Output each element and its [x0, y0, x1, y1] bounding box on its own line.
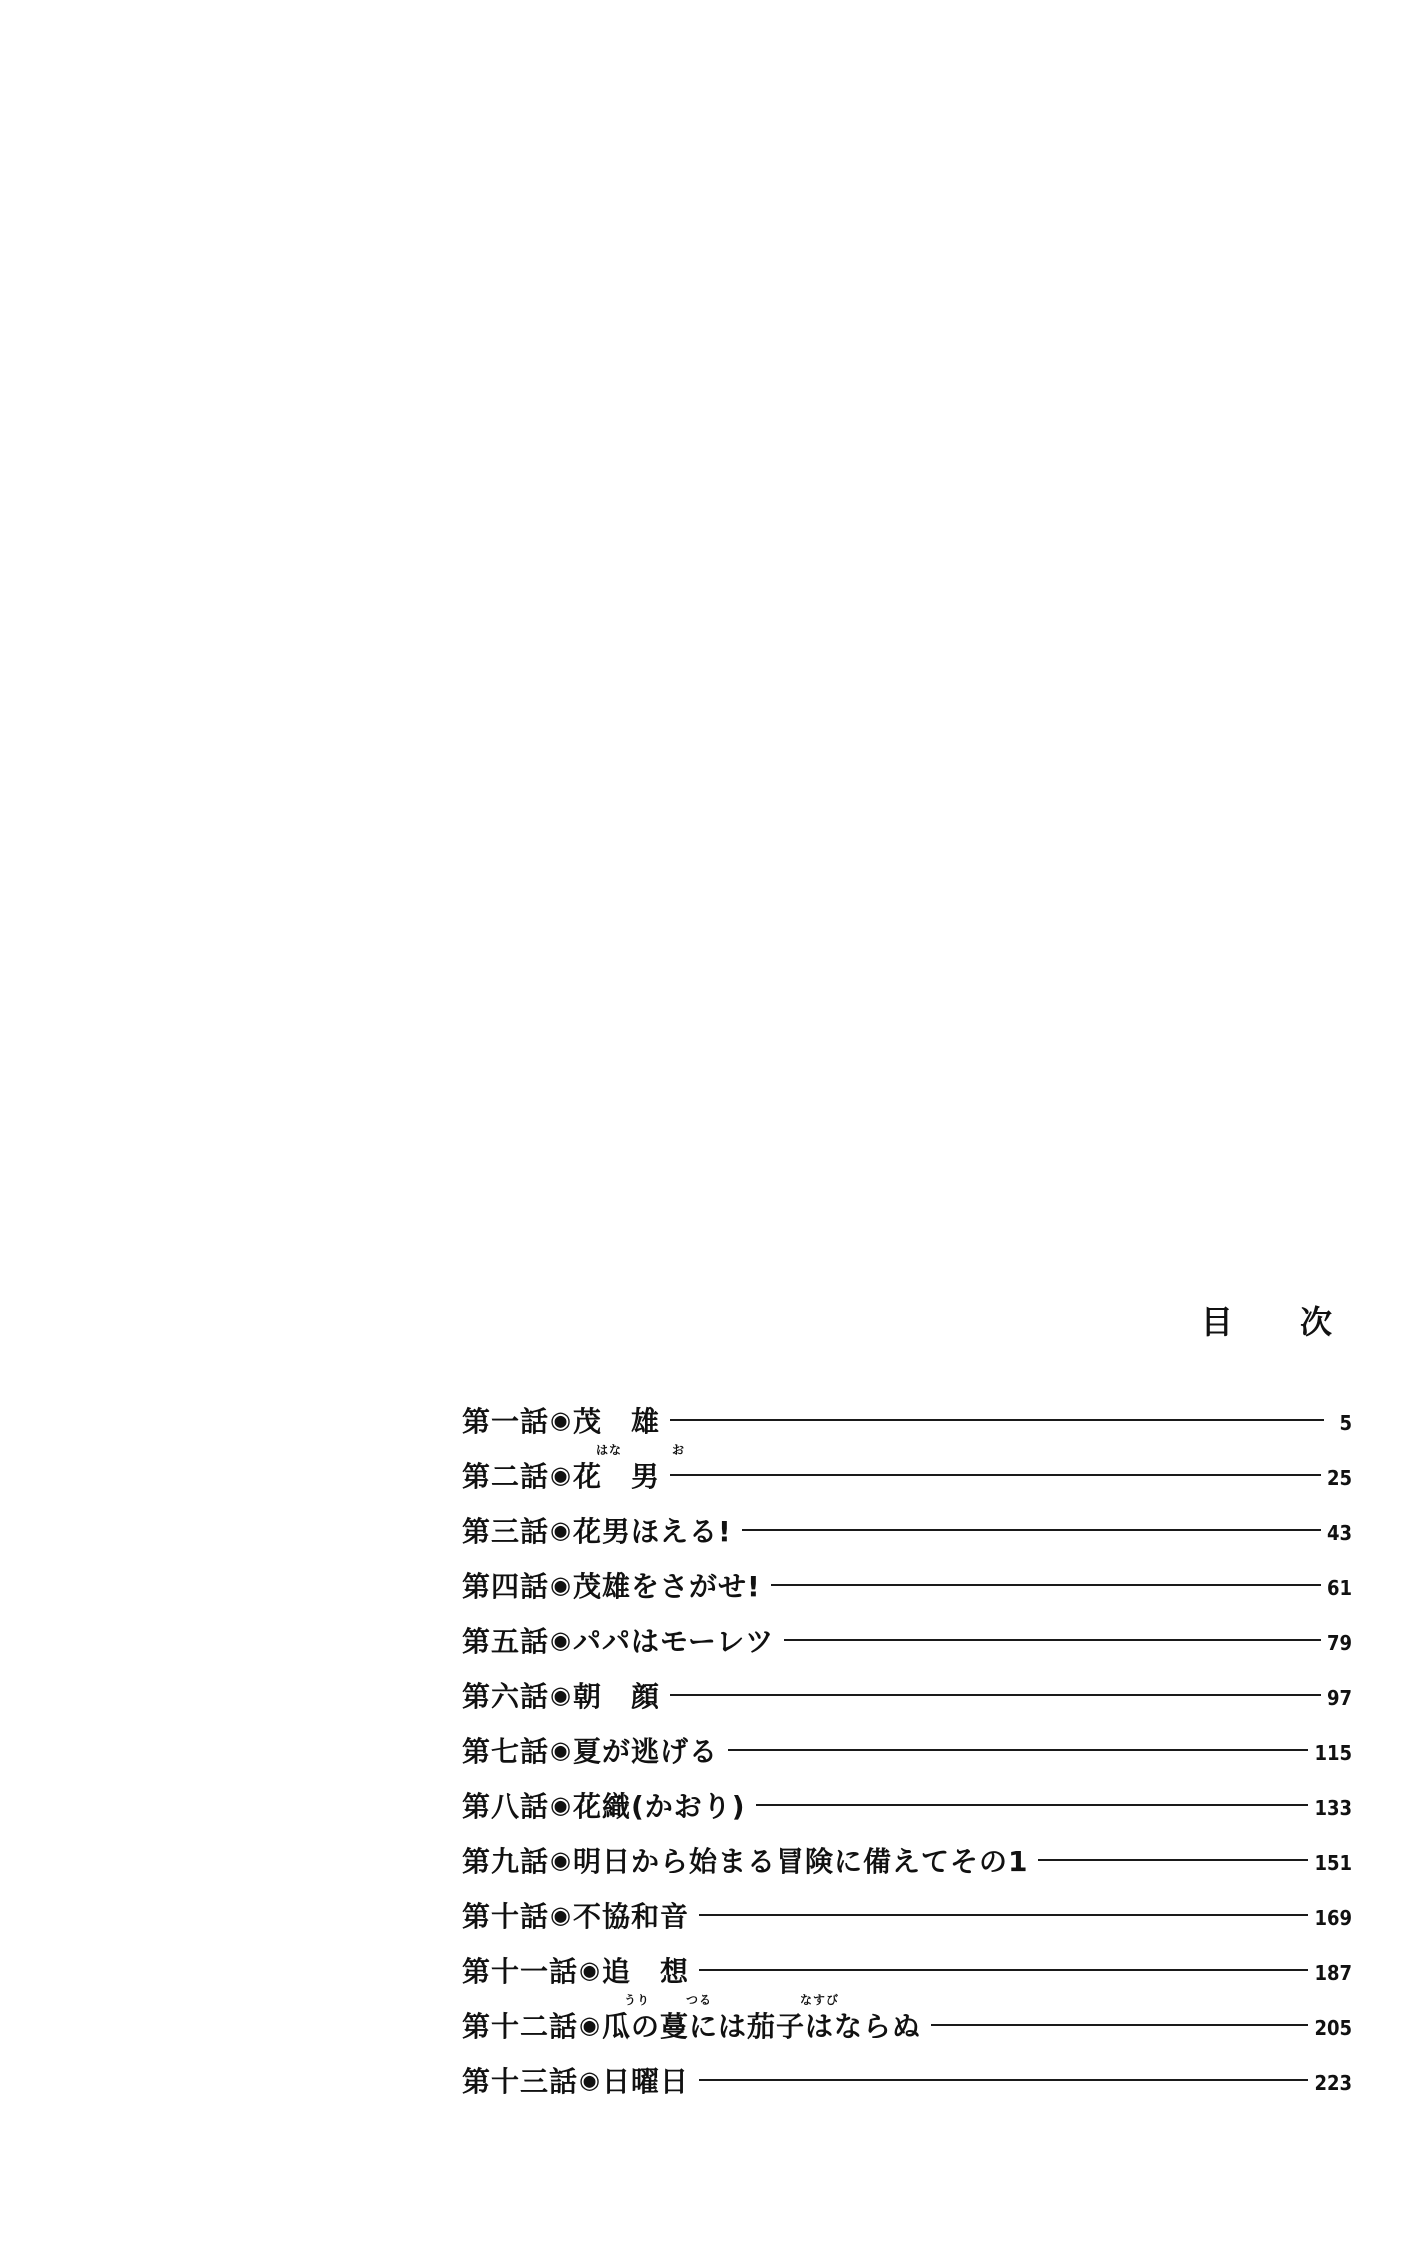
page-number: 61: [1326, 1575, 1352, 1600]
page-number: 97: [1326, 1685, 1352, 1710]
leader-line: [699, 1969, 1308, 1971]
toc-entry-13[interactable]: [462, 2052, 1352, 2107]
leader-line: [699, 1914, 1308, 1916]
leader-line: [699, 2079, 1308, 2081]
chapter-number: 第十二話: [462, 2009, 579, 2043]
chapter-number: 第九話: [462, 1844, 550, 1878]
ruby-text: なすび: [800, 1993, 840, 2007]
toc-entry-3[interactable]: [462, 1502, 1352, 1557]
ruby-text: お: [672, 1443, 686, 1457]
leader-line: [670, 1694, 1321, 1696]
leader-line: [771, 1584, 1321, 1586]
chapter-title: 明日から始まる冒険に備えてその1: [572, 1844, 1029, 1878]
ruby-text: うり: [624, 1993, 651, 2007]
chapter-title: 花 男: [572, 1459, 660, 1493]
leader-line: [742, 1529, 1321, 1531]
ruby-text: はな: [596, 1443, 623, 1457]
page-number: 187: [1314, 1960, 1352, 1985]
leader-line: [931, 2024, 1308, 2026]
chapter-title: 追 想: [601, 1954, 689, 1988]
chapter-number: 第一話: [462, 1404, 550, 1438]
page-number: 5: [1339, 1410, 1352, 1435]
leader-line: [670, 1474, 1321, 1476]
toc-entry-12[interactable]: [462, 1993, 1352, 2052]
chapter-number: 第十一話: [462, 1954, 579, 1988]
toc-entry-6[interactable]: [462, 1667, 1352, 1722]
toc-entry-11[interactable]: [462, 1942, 1352, 1997]
chapter-number: 第六話: [462, 1679, 550, 1713]
bullet-icon: ◉: [579, 2010, 600, 2039]
leader-line: [784, 1639, 1321, 1641]
ruby-text: つる: [686, 1993, 713, 2007]
page-number: 151: [1314, 1850, 1352, 1875]
chapter-number: 第十話: [462, 1899, 550, 1933]
page-number: 115: [1314, 1740, 1352, 1765]
chapter-number: 第十三話: [462, 2064, 579, 2098]
chapter-number: 第七話: [462, 1734, 550, 1768]
chapter-number: 第三話: [462, 1514, 550, 1548]
bullet-icon: ◉: [550, 1790, 571, 1819]
toc-entry-9[interactable]: [462, 1832, 1352, 1887]
leader-line: [756, 1804, 1309, 1806]
bullet-icon: ◉: [550, 1845, 571, 1874]
toc-entry-10[interactable]: [462, 1887, 1352, 1942]
leader-line: [670, 1419, 1324, 1421]
bullet-icon: ◉: [579, 2065, 600, 2094]
chapter-number: 第五話: [462, 1624, 550, 1658]
toc-entry-2[interactable]: [462, 1443, 1352, 1502]
page-number: 79: [1326, 1630, 1352, 1655]
chapter-title: 茂雄をさがせ!: [572, 1569, 761, 1603]
toc-list: [462, 1392, 1352, 2107]
chapter-title: 花男ほえる!: [572, 1514, 732, 1548]
page-number: 205: [1314, 2015, 1352, 2040]
chapter-number: 第八話: [462, 1789, 550, 1823]
bullet-icon: ◉: [550, 1515, 571, 1544]
page-number: 223: [1314, 2070, 1352, 2095]
page-number: 43: [1326, 1520, 1352, 1545]
toc-entry-8[interactable]: [462, 1777, 1352, 1832]
bullet-icon: ◉: [550, 1570, 571, 1599]
chapter-title: 日曜日: [601, 2064, 689, 2098]
chapter-title: 瓜の蔓には茄子はならぬ: [601, 2009, 921, 2043]
chapter-title: 朝 顔: [572, 1679, 660, 1713]
chapter-title: 夏が逃げる: [572, 1734, 718, 1768]
page-number: 25: [1326, 1465, 1352, 1490]
chapter-title: 不協和音: [572, 1899, 689, 1933]
bullet-icon: ◉: [550, 1405, 571, 1434]
page-number: 169: [1314, 1905, 1352, 1930]
toc-entry-7[interactable]: [462, 1722, 1352, 1777]
leader-line: [728, 1749, 1308, 1751]
chapter-title: 茂 雄: [572, 1404, 660, 1438]
toc-heading: 目 次: [1200, 1303, 1360, 1341]
chapter-number: 第二話: [462, 1459, 550, 1493]
toc-entry-1[interactable]: [462, 1392, 1352, 1447]
bullet-icon: ◉: [550, 1735, 571, 1764]
leader-line: [1038, 1859, 1308, 1861]
bullet-icon: ◉: [550, 1900, 571, 1929]
bullet-icon: ◉: [579, 1955, 600, 1984]
chapter-title: パパはモーレツ: [572, 1624, 775, 1658]
bullet-icon: ◉: [550, 1460, 571, 1489]
chapter-title: 花織(かおり): [572, 1789, 746, 1823]
bullet-icon: ◉: [550, 1625, 571, 1654]
toc-entry-5[interactable]: [462, 1612, 1352, 1667]
page-number: 133: [1314, 1795, 1352, 1820]
bullet-icon: ◉: [550, 1680, 571, 1709]
toc-entry-4[interactable]: [462, 1557, 1352, 1612]
chapter-number: 第四話: [462, 1569, 550, 1603]
